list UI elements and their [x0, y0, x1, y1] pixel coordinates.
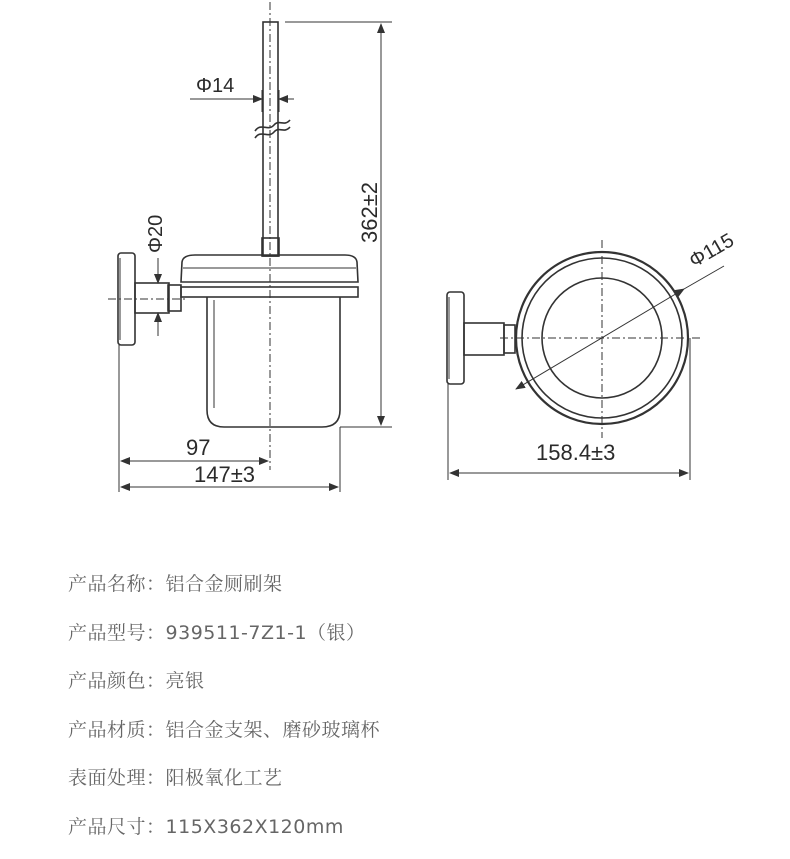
spec-value: 939511-7Z1-1（银） — [165, 621, 366, 644]
spec-row-color — [68, 663, 380, 712]
wall-plate-top — [447, 292, 464, 384]
spec-separator: ： — [146, 767, 166, 790]
spec-separator: ： — [146, 621, 166, 644]
top-view — [447, 229, 738, 480]
dim-cup-offset: 97 — [186, 435, 211, 460]
spec-separator: ： — [146, 718, 166, 741]
glass-cup-side — [207, 297, 340, 427]
mount-stem-side — [135, 283, 169, 313]
spec-label: 产品型号 — [68, 621, 147, 644]
spec-value: 阳极氧化工艺 — [165, 767, 283, 790]
spec-row-material — [68, 712, 380, 761]
side-view — [108, 2, 392, 492]
dim-rod-diameter: Φ14 — [196, 75, 235, 97]
spec-separator: ： — [146, 573, 166, 595]
spec-label: 产品名称 — [68, 573, 147, 595]
spec-separator: ： — [146, 670, 166, 693]
spec-label: 产品尺寸 — [68, 815, 147, 838]
spec-label: 产品颜色 — [68, 670, 147, 693]
mount-arm-top — [464, 323, 504, 355]
dim-total-width: 158.4±3 — [536, 440, 616, 465]
spec-value: 115X362X120mm — [165, 815, 344, 838]
spec-value: 铝合金厕刷架 — [165, 573, 283, 595]
spec-row-model — [68, 615, 380, 664]
spec-value: 铝合金支架、磨砂玻璃杯 — [165, 718, 381, 741]
spec-row-name — [68, 566, 380, 615]
dim-cup-diameter: Φ115 — [685, 229, 738, 273]
spec-row-finish — [68, 760, 380, 809]
spec-separator: ： — [146, 815, 166, 838]
spec-list — [68, 566, 380, 858]
spec-row-size — [68, 809, 380, 858]
dim-total-depth: 147±3 — [194, 462, 256, 487]
dim-mount-diameter: Φ20 — [145, 214, 167, 253]
spec-label: 表面处理 — [68, 767, 147, 790]
spec-value: 亮银 — [165, 670, 205, 693]
spec-label: 产品材质 — [68, 718, 147, 741]
dim-total-height: 362±2 — [357, 181, 382, 243]
